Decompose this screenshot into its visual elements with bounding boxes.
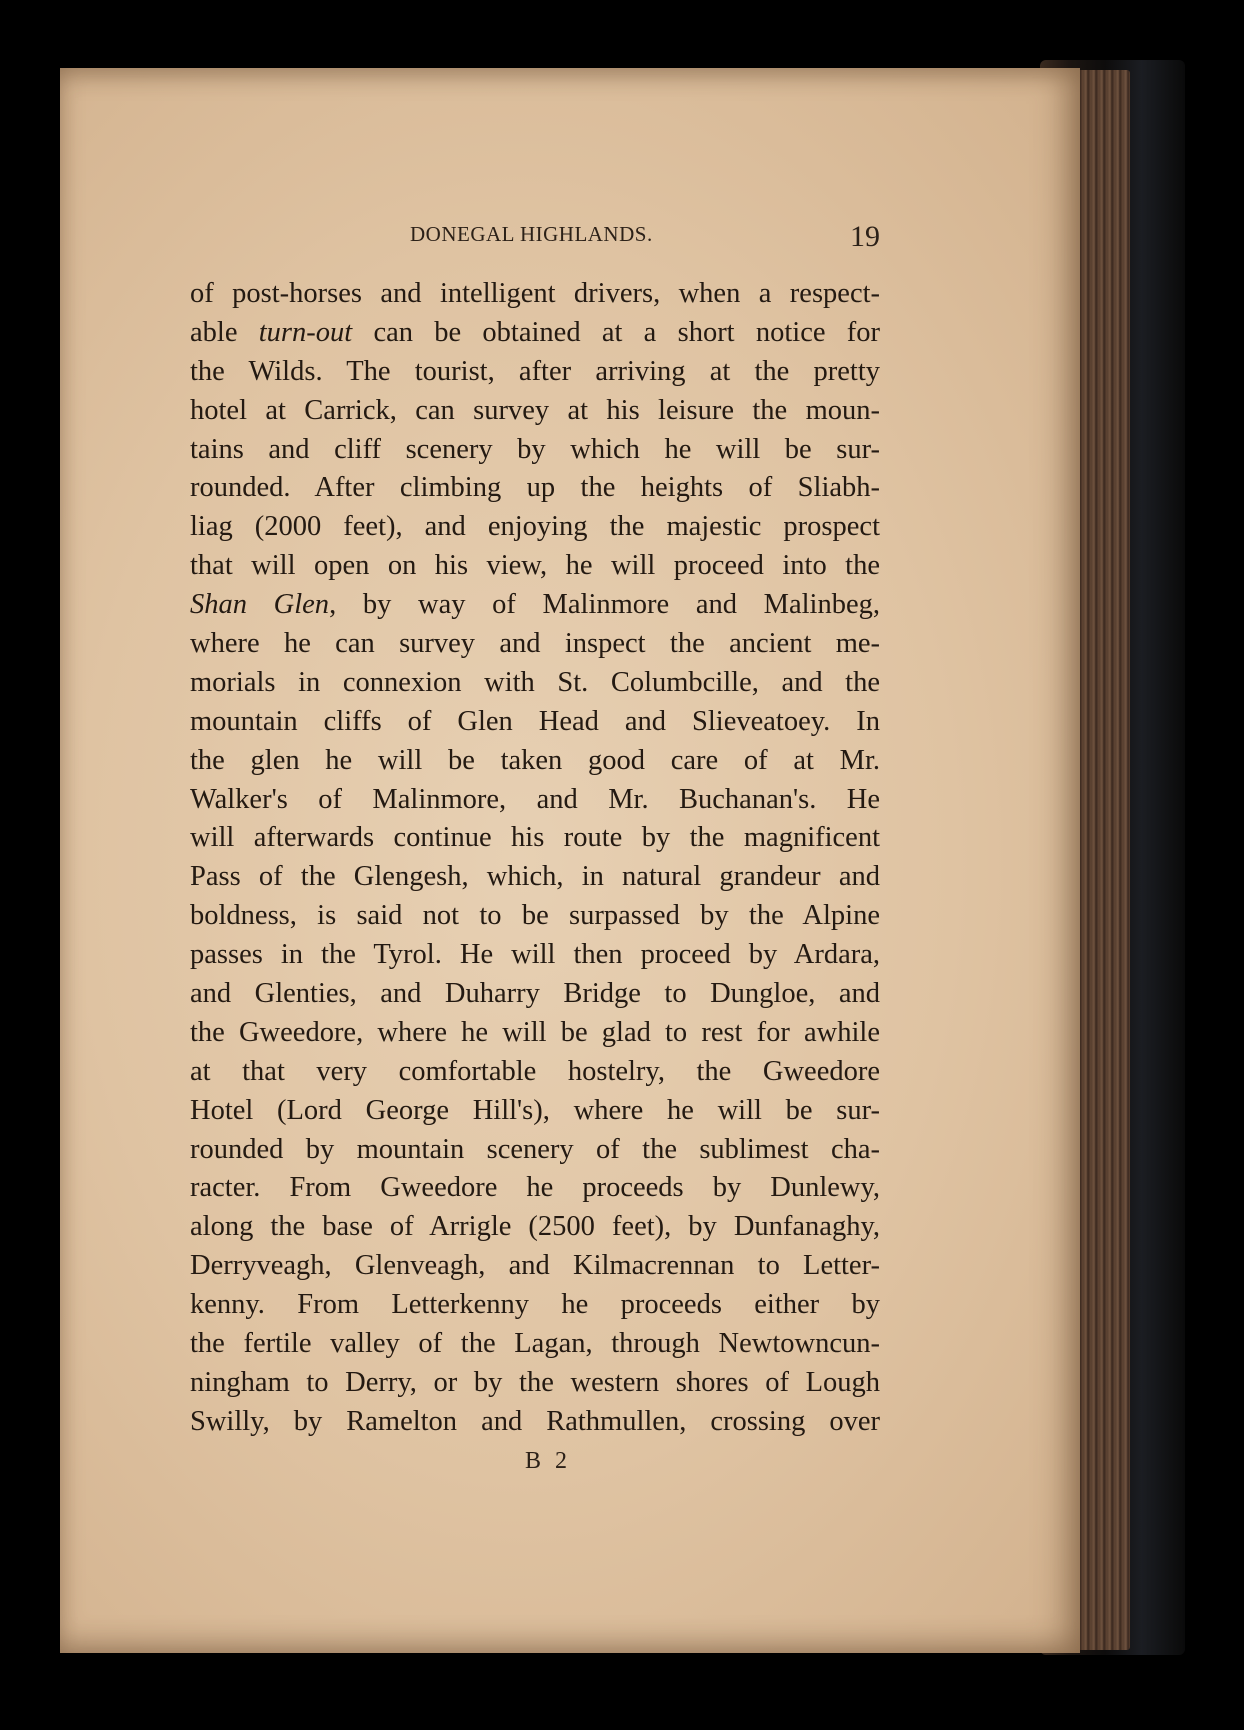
text-line: [190, 275, 880, 314]
text-segment: the Wilds. The tourist, after arriving at the pretty: [190, 355, 880, 387]
text-segment: the glen he will be taken good care of at Mr.: [190, 744, 880, 776]
text-segment: where he can survey and inspect the ancient me-: [190, 628, 880, 660]
text-line: [190, 1325, 880, 1364]
text-segment: boldness, is said not to be surpassed by the Alpine: [190, 900, 880, 932]
text-segment: that will open on his view, he will proceed into the: [190, 550, 880, 582]
text-segment: hotel at Carrick, can survey at his leisure the moun-: [190, 394, 880, 426]
text-line: [190, 858, 880, 897]
text-segment: along the base of Arrigle (2500 feet), by Dunfanaghy,: [190, 1211, 880, 1243]
running-title: DONEGAL HIGHLANDS.: [410, 222, 653, 246]
page-header: [170, 220, 880, 260]
text-line: [190, 1092, 880, 1131]
text-line: [190, 742, 880, 781]
text-line: [190, 936, 880, 975]
text-segment: rounded by mountain scenery of the sublimest cha-: [190, 1133, 880, 1165]
text-segment: morials in connexion with St. Columbcille, and the: [190, 666, 880, 698]
text-line: [190, 897, 880, 936]
text-segment: Hotel (Lord George Hill's), where he will be sur-: [190, 1094, 880, 1126]
text-segment: Swilly, by Ramelton and Rathmullen, crossing over: [190, 1405, 880, 1437]
text-line: [190, 703, 880, 742]
text-line: [190, 1403, 880, 1442]
text-segment: and Glenties, and Duharry Bridge to Dungloe, and: [190, 978, 880, 1010]
body-text: [190, 275, 880, 1442]
text-line: [190, 1364, 880, 1403]
text-segment: mountain cliffs of Glen Head and Slieveatoey. In: [190, 705, 880, 737]
text-line: [190, 392, 880, 431]
text-line: [190, 314, 880, 353]
text-line: [190, 1169, 880, 1208]
text-line: [190, 1014, 880, 1053]
text-segment: rounded. After climbing up the heights of Sliabh-: [190, 472, 880, 504]
text-line: [190, 469, 880, 508]
signature-mark: B 2: [525, 1448, 572, 1474]
italic-phrase: Shan Glen: [190, 589, 330, 621]
text-segment: will afterwards continue his route by the magnificent: [190, 822, 880, 854]
text-line: [190, 1053, 880, 1092]
text-segment: the fertile valley of the Lagan, through Newtowncun-: [190, 1328, 880, 1360]
text-line: [190, 586, 880, 625]
text-line: [190, 508, 880, 547]
text-segment: kenny. From Letterkenny he proceeds either by: [190, 1289, 880, 1321]
text-line: [190, 819, 880, 858]
page-number: 19: [850, 220, 880, 253]
page-edges: [1075, 70, 1130, 1650]
text-segment: liag (2000 feet), and enjoying the majestic prospect: [190, 511, 880, 543]
text-segment: of post-horses and intelligent drivers, when a respect-: [190, 278, 880, 309]
text-line: [190, 781, 880, 820]
text-segment: Pass of the Glengesh, which, in natural grandeur and: [190, 861, 880, 893]
text-line: [190, 547, 880, 586]
text-segment: passes in the Tyrol. He will then proceed by Ardara,: [190, 939, 880, 971]
text-segment: can be obtained at a short notice for: [352, 316, 881, 348]
text-line: [190, 1208, 880, 1247]
text-segment: at that very comfortable hostelry, the Gweedore: [190, 1055, 880, 1087]
text-segment: able: [190, 316, 259, 348]
text-line: [190, 431, 880, 470]
text-segment: Derryveagh, Glenveagh, and Kilmacrennan to Letter-: [190, 1250, 880, 1282]
text-line: [190, 1131, 880, 1170]
text-segment: tains and cliff scenery by which he will be sur-: [190, 433, 880, 465]
text-segment: racter. From Gweedore he proceeds by Dunlewy,: [190, 1172, 880, 1204]
text-line: [190, 1247, 880, 1286]
text-segment: , by way of Malinmore and Malinbeg,: [329, 589, 880, 621]
text-segment: Walker's of Malinmore, and Mr. Buchanan's. He: [190, 783, 880, 815]
text-segment: the Gweedore, where he will be glad to rest for awhile: [190, 1016, 880, 1048]
text-line: [190, 1286, 880, 1325]
text-line: [190, 975, 880, 1014]
text-line: [190, 353, 880, 392]
italic-phrase: turn-out: [258, 316, 353, 348]
text-line: [190, 625, 880, 664]
text-line: [190, 664, 880, 703]
text-segment: ningham to Derry, or by the western shores of Lough: [190, 1366, 880, 1398]
